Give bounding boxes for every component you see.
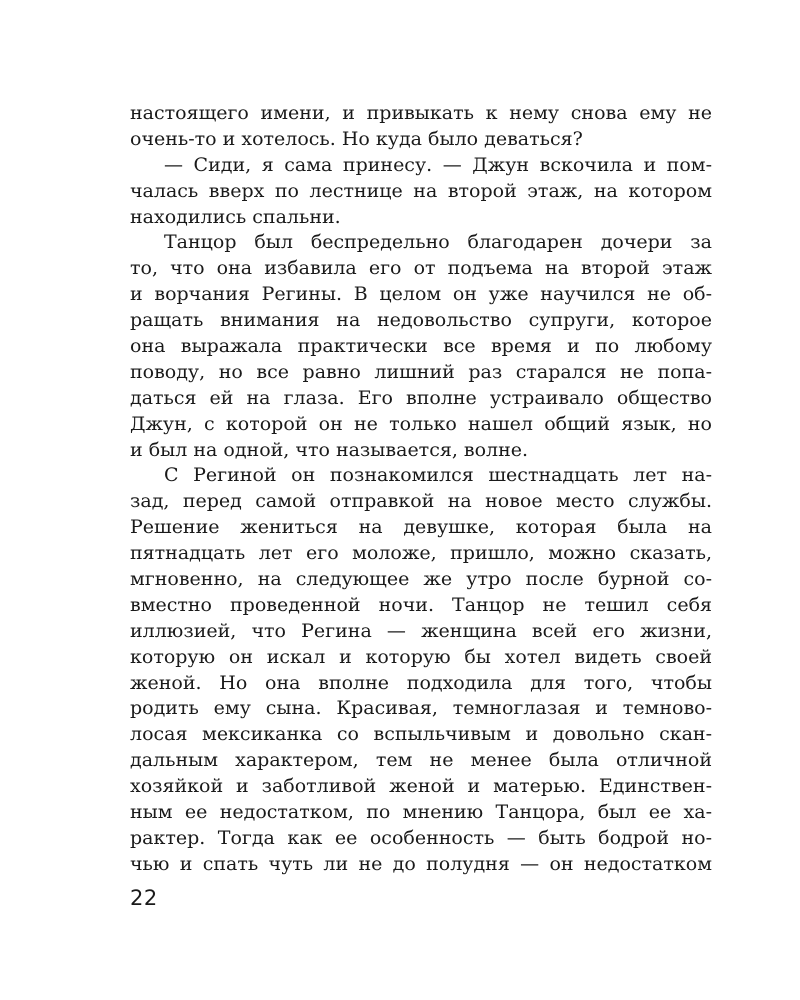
text-line: С Региной он познакомился шестнадцать лет на- bbox=[164, 464, 712, 487]
text-line: зад, перед самой отправкой на новое место службы. bbox=[130, 490, 712, 513]
text-line: то, что она избавила его от подъема на второй этаж bbox=[130, 257, 712, 280]
text-line: чью и спать чуть ли не до полудня — он недостатком bbox=[130, 852, 712, 875]
text-line: Танцор был беспредельно благодарен дочери за bbox=[164, 231, 712, 254]
text-line: дальным характером, тем не менее была отличной bbox=[130, 749, 712, 772]
text-line: и был на одной, что называется, волне. bbox=[130, 438, 529, 461]
text-line: мгновенно, на следующее же утро после бурной со- bbox=[130, 568, 712, 591]
text-line: хозяйкой и заботливой женой и матерью. Единствен- bbox=[130, 775, 712, 798]
text-line: Джун, с которой он не только нашел общий язык, но bbox=[130, 412, 712, 435]
text-line: даться ей на глаза. Его вполне устраивало общество bbox=[130, 386, 712, 409]
text-line: настоящего имени, и привыкать к нему снова ему не bbox=[130, 102, 712, 124]
text-line: родить ему сына. Красивая, темноглазая и темново- bbox=[130, 697, 712, 720]
text-line: находились спальни. bbox=[130, 205, 341, 228]
text-line: ным ее недостатком, по мнению Танцора, был ее ха- bbox=[130, 801, 712, 824]
text-line: ращать внимания на недовольство супруги, которое bbox=[130, 309, 712, 332]
text-line: она выражала практически все время и по любому bbox=[130, 335, 712, 358]
text-line: женой. Но она вполне подходила для того, чтобы bbox=[130, 671, 712, 694]
text-line: вместно проведенной ночи. Танцор не тешил себя bbox=[130, 593, 712, 616]
text-line: Решение жениться на девушке, которая была на bbox=[130, 516, 712, 539]
text-line: и ворчания Регины. В целом он уже научился не об- bbox=[130, 283, 712, 306]
text-line: которую он искал и которую бы хотел видеть своей bbox=[130, 645, 712, 668]
text-line: поводу, но все равно лишний раз старался не попа- bbox=[130, 360, 712, 383]
text-line: пятнадцать лет его моложе, пришло, можно сказать, bbox=[130, 542, 712, 565]
page-number: 22 bbox=[130, 886, 158, 910]
text-line: рактер. Тогда как ее особенность — быть бодрой но- bbox=[130, 826, 712, 849]
text-line: — Сиди, я сама принесу. — Джун вскочила и пом- bbox=[164, 153, 712, 176]
text-line: лосая мексиканка со вспыльчивым и довольно скан- bbox=[130, 723, 712, 746]
text-line: иллюзией, что Регина — женщина всей его жизни, bbox=[130, 619, 712, 642]
text-line: очень-то и хотелось. Но куда было деваться? bbox=[130, 127, 583, 150]
text-line: чалась вверх по лестнице на второй этаж, на котором bbox=[130, 179, 712, 202]
body-text bbox=[130, 101, 712, 878]
